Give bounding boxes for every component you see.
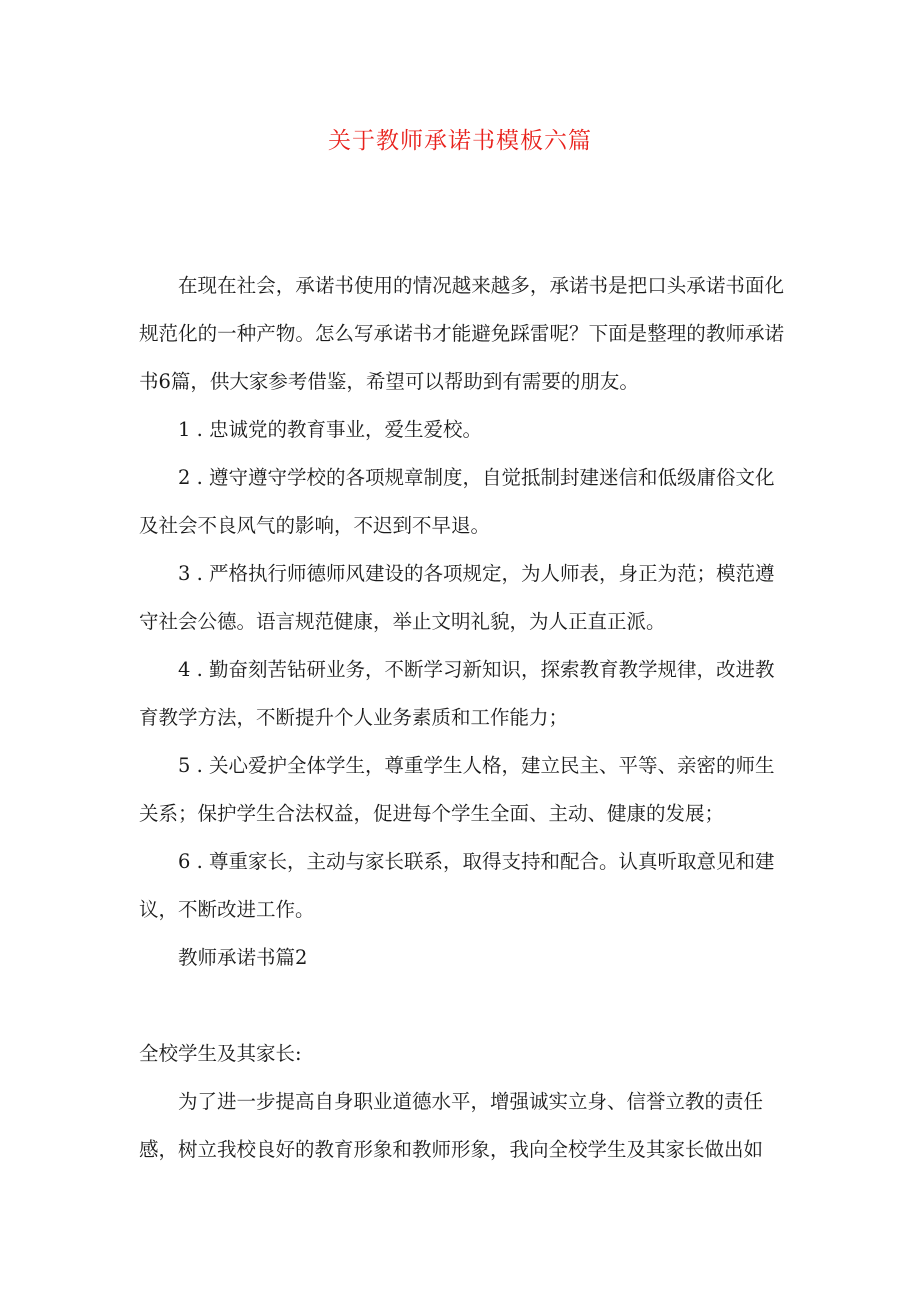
list-item-5: 5 . 关心爱护全体学生，尊重学生人格，建立民主、平等、亲密的师生关系；保护学生合法权益，促进每个学生全面、主动、健康的发展；	[139, 754, 775, 825]
list-item-4: 4 . 勤奋刻苦钻研业务，不断学习新知识，探索教育教学规律，改进教育教学方法，不断提升个人业务素质和工作能力；	[139, 658, 775, 729]
list-item-3: 3 . 严格执行师德师风建设的各项规定，为人师表，身正为范；模范遵守社会公德。语言规范健康，举止文明礼貌，为人正直正派。	[139, 562, 775, 633]
list-item-6: 6 . 尊重家长，主动与家长联系，取得支持和配合。认真听取意见和建议，不断改进工作。	[139, 850, 775, 921]
list-item-1: 1 . 忠诚党的教育事业，爱生爱校。	[178, 418, 483, 441]
list-item-2: 2 . 遵守遵守学校的各项规章制度，自觉抵制封建迷信和低级庸俗文化及社会不良风气的影响，不迟到不早退。	[139, 466, 775, 537]
intro-paragraph: 在现在社会，承诺书使用的情况越来越多，承诺书是把口头承诺书面化规范化的一种产物。怎么写承诺书才能避免踩雷呢？下面是整理的教师承诺书6篇，供大家参考借鉴，希望可以帮助到有需要的朋友。	[139, 274, 784, 393]
section2-paragraph: 为了进一步提高自身职业道德水平，增强诚实立身、信誉立教的责任感，树立我校良好的教育形象和教师形象，我向全校学生及其家长做出如	[139, 1090, 764, 1161]
section-heading: 教师承诺书篇2	[178, 946, 308, 969]
document-body	[139, 262, 784, 1174]
document-title: 关于教师承诺书模板六篇	[328, 128, 592, 154]
salutation: 全校学生及其家长:	[139, 1042, 302, 1065]
spacer	[139, 982, 784, 1030]
